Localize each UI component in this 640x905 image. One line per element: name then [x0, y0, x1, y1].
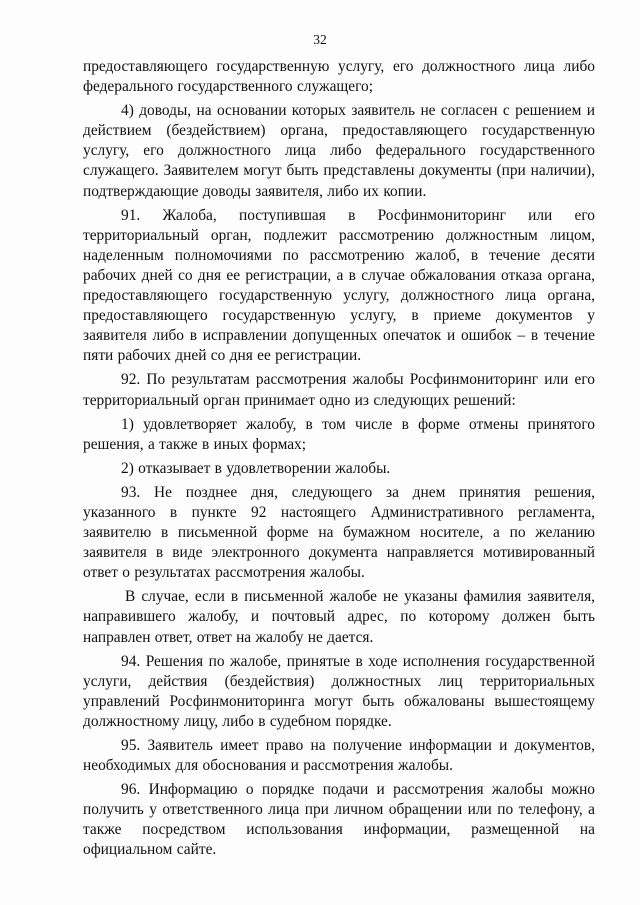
paragraph-92-item-1: 1) удовлетворяет жалобу, в том числе в форме отмены принятого решения, а также в иных формах;	[83, 415, 595, 453]
document-body	[83, 57, 595, 861]
paragraph-93: 93. Не позднее дня, следующего за днем принятия решения, указанного в пункте 92 настоящего Административного регламента, заявителю в письменной форме на бумажном носителе, а по желанию заявителя в виде электронного документа направляется мотивированный ответ о результатах рассмотрения жалобы.	[83, 483, 595, 582]
paragraph-item-4: 4) доводы, на основании которых заявитель не согласен с решением и действием (бездействием) органа, предоставляющего государственную услугу, его должностного лица либо федерального государственного служащего. Заявителем могут быть представлены документы (при наличии), подтверждающие доводы заявителя, либо их копии.	[83, 102, 595, 200]
paragraph-96: 96. Информацию о порядке подачи и рассмотрения жалобы можно получить у ответственного лица при личном обращении или по телефону, а также посредством использования информации, размещенной на официальном сайте.	[83, 781, 595, 859]
paragraph-94: 94. Решения по жалобе, принятые в ходе исполнения государственной услуги, действия (бездействия) должностных лиц территориальных управлений Росфинмониторинга могут быть обжалованы вышестоящему должностному лицу, либо в судебном порядке.	[83, 652, 595, 730]
paragraph-92: 92. По результатам рассмотрения жалобы Росфинмониторинг или его территориальный орган принимает одно из следующих решений:	[83, 371, 595, 409]
paragraph-91: 91. Жалоба, поступившая в Росфинмониторинг или его территориальный орган, подлежит рассмотрению должностным лицом, наделенным полномочиями по рассмотрению жалоб, в течение десяти рабочих дней со дня ее регистрации, а в случае обжалования отказа органа, предоставляющего государственную услугу, должностного лица органа, предоставляющего государственную услугу, в приеме документов у заявителя либо в исправлении допущенных опечаток и ошибок – в течение пяти рабочих дней со дня ее регистрации.	[83, 206, 595, 365]
paragraph-93-note: В случае, если в письменной жалобе не указаны фамилия заявителя, направившего жалобу, и почтовый адрес, по которому должен быть направлен ответ, ответ на жалобу не дается.	[83, 588, 595, 646]
page-number: 32	[313, 32, 327, 47]
paragraph-continuation: предоставляющего государственную услугу, его должностного лица либо федерального государственного служащего;	[83, 58, 595, 96]
paragraph-95: 95. Заявитель имеет право на получение информации и документов, необходимых для обоснования и рассмотрения жалобы.	[83, 737, 595, 775]
paragraph-92-item-2: 2) отказывает в удовлетворении жалобы.	[121, 459, 391, 477]
